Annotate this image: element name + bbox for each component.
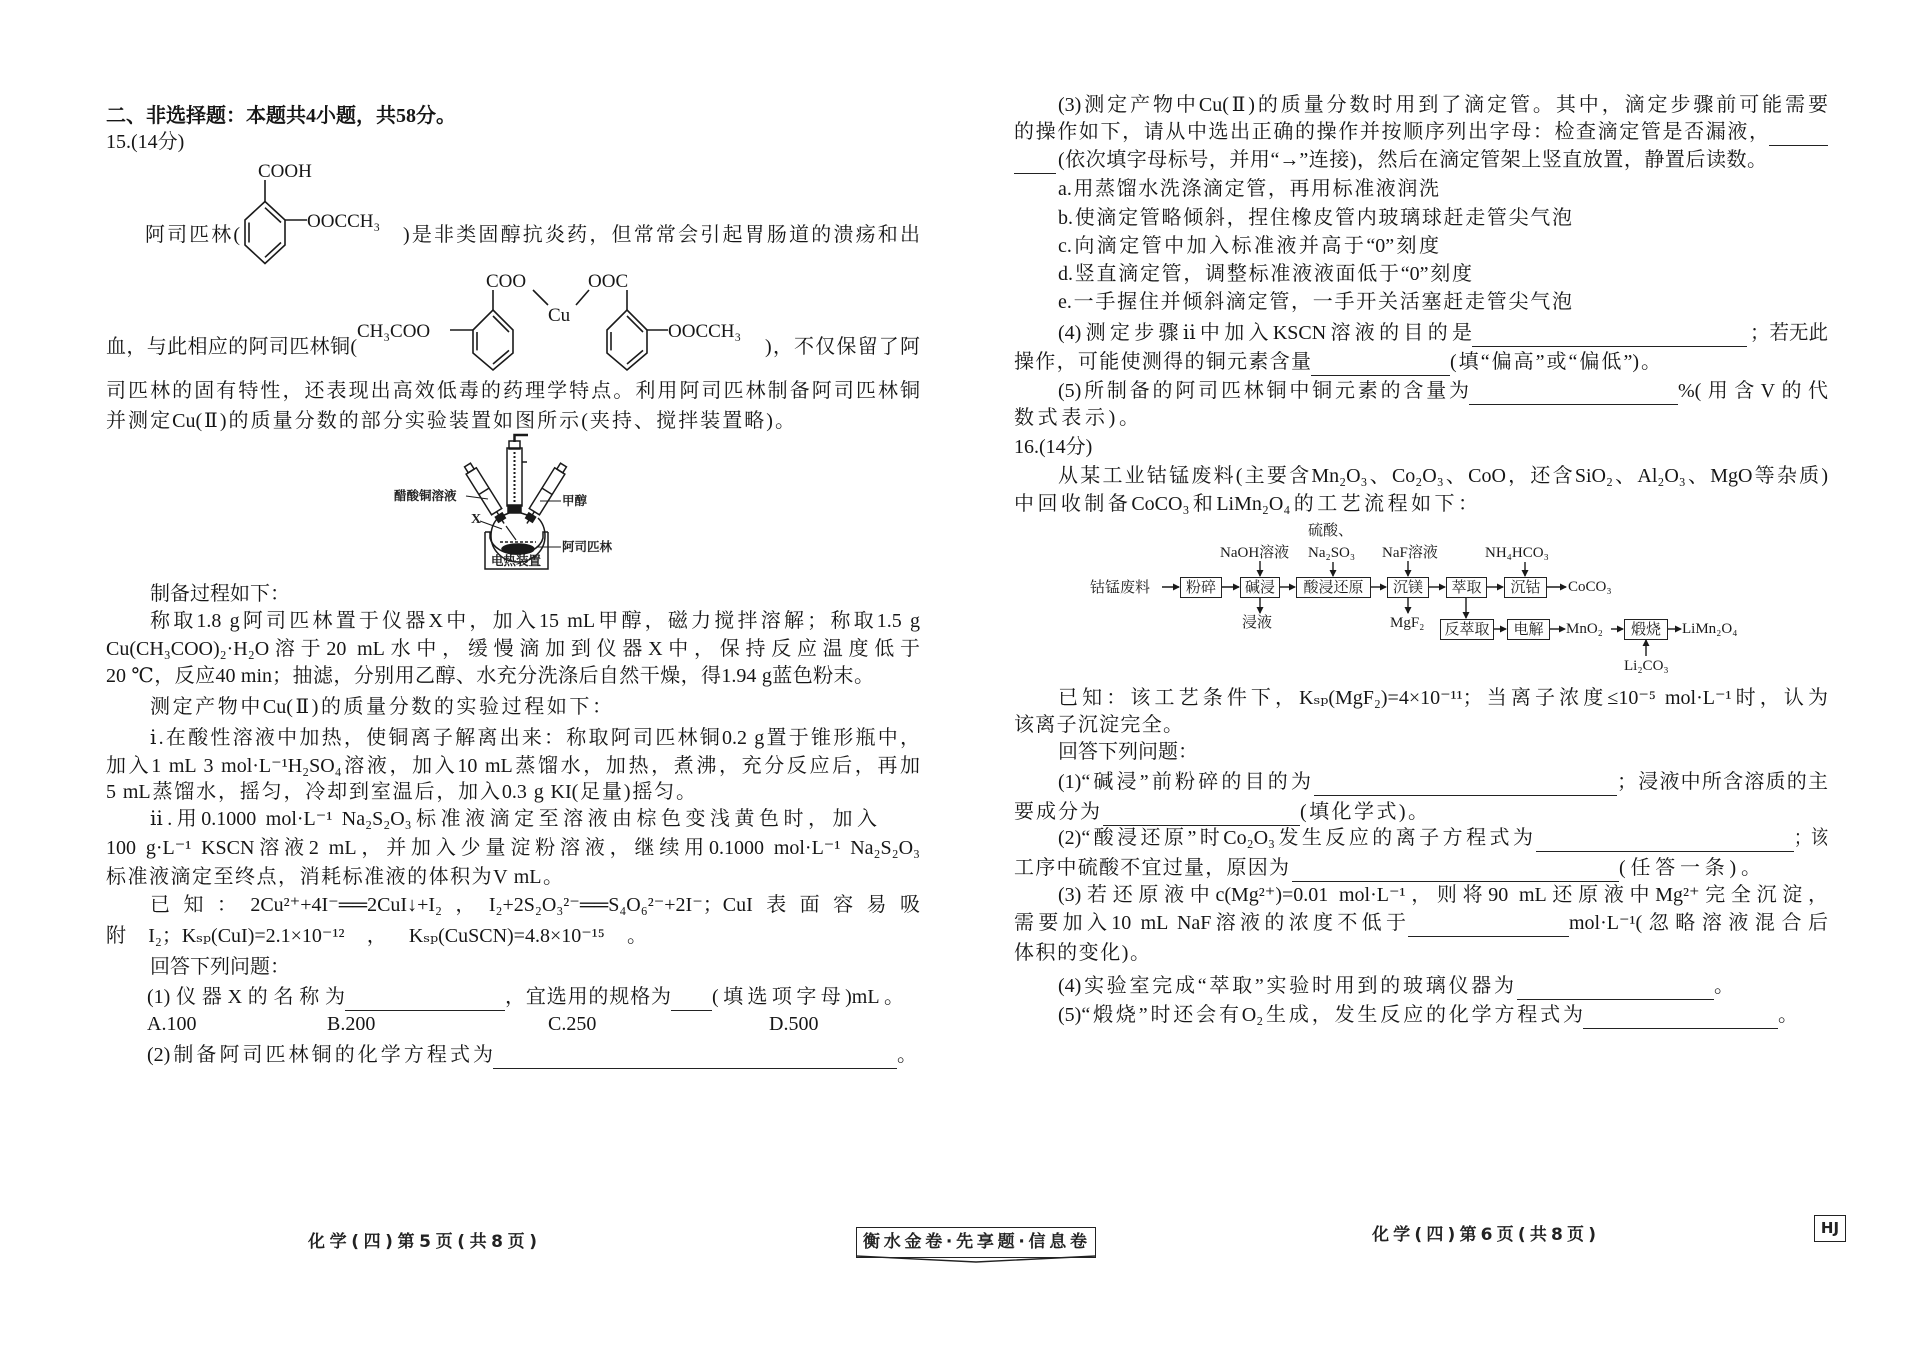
option-c: C.250 (548, 1013, 597, 1035)
step-ii-line: 标准液滴定至终点，消耗标准液的体积为V mL。 (106, 866, 563, 888)
answer-blank (671, 987, 712, 1011)
instrument-x-label: X (471, 512, 482, 527)
question-15-3-line (1014, 118, 1828, 146)
carboxyl-group-label: COOH (258, 161, 312, 182)
copper-acetate-solution-label: 醋酸铜溶液 (394, 488, 457, 503)
question-text: 工序中硫酸不宜过量，原因为 (1014, 857, 1289, 879)
intro-text: 并测定Cu(Ⅱ)的质量分数的部分实验装置如图所示(夹持、搅拌装置略)。 (106, 410, 795, 432)
condenser-icon (507, 435, 528, 513)
question-15-3-line (1014, 146, 1767, 174)
step-i-line: 加入1 mL 3 mol·L⁻¹H₂SO₄溶液，加入10 mL蒸馏水，加热，煮沸，充分反应后，再加 (106, 755, 920, 777)
aspirin-label: 阿司匹林 (562, 539, 613, 554)
question-text: (填选项字母)mL。 (712, 986, 904, 1008)
reagent-na2so3: Na₂SO₃ (1308, 545, 1356, 561)
question-15-5 (1058, 377, 1828, 405)
step-ii-line: ⅱ.用0.1000 mol·L⁻¹ Na₂S₂O₃标准液滴定至溶液由棕色变浅黄色时，加入 (150, 808, 877, 830)
answer-blank (1014, 150, 1056, 174)
step-i-line: ⅰ.在酸性溶液中加热，使铜离子解离出来：称取阿司匹林铜0.2 g置于锥形瓶中， (150, 727, 920, 749)
preparation-line: 20 ℃，反应40 min；抽滤，分别用乙醇、水充分洗涤后自然干燥，得1.94 g蓝色粉末。 (106, 665, 874, 687)
question-text: mol·L⁻¹(忽略溶液混合后 (1569, 912, 1828, 934)
preparation-line: Cu(CH₃COO)₂·H₂O溶于20 mL水中，缓慢滴加到仪器X中，保持反应温度低于 (106, 638, 920, 660)
question-16-2 (1058, 824, 1828, 852)
step-extraction: 萃取 (1446, 577, 1487, 598)
heater-label: 电热装置 (491, 553, 542, 568)
intro-text: 司匹林的固有特性，还表现出高效低毒的药理学特点。利用阿司匹林制备阿司匹林铜 (106, 380, 920, 402)
benzene-ring-icon (607, 290, 668, 370)
question-16-3 (1014, 909, 1828, 937)
question-16-3-line: 体积的变化)。 (1014, 942, 1150, 964)
question-text: (依次填字母标号，并用“→”连接)，然后在滴定管架上竖直放置，静置后读数。 (1058, 149, 1767, 171)
product-coco3: CoCO₃ (1568, 579, 1612, 595)
question-15-2 (147, 1041, 917, 1069)
preparation-line: 称取1.8 g阿司匹林置于仪器X中，加入15 mL甲醇，磁力搅拌溶解；称取1.5 g (150, 610, 920, 632)
choice-c: c.向滴定管中加入标准液并高于“0”刻度 (1058, 235, 1439, 257)
option-b: B.200 (327, 1013, 376, 1035)
right-page-number: 化学(四)第6页(共8页) (1372, 1225, 1596, 1245)
question-text: (5)“煅烧”时还会有O₂生成，发生反应的化学方程式为 (1058, 1004, 1583, 1026)
intro-text: )是非类固醇抗炎药，但常常会引起胃肠道的溃疡和出 (403, 224, 920, 246)
option-a: A.100 (147, 1013, 197, 1035)
known-info-line: 已知：2Cu²⁺+4I⁻══2CuI↓+I₂，I₂+2S₂O₃²⁻══S₄O₆²⁻+2I⁻；CuI表面容易吸 (150, 894, 920, 916)
intro-text: 阿司匹林( (145, 224, 240, 246)
left-page-number: 化学(四)第5页(共8页) (308, 1232, 537, 1252)
known-info-line: 该离子沉淀完全。 (1014, 714, 1183, 736)
reagent-naf: NaF溶液 (1382, 545, 1438, 561)
known-info-line: 附I₂；Kₛₚ(CuI)=2.1×10⁻¹²，Kₛₚ(CuSCN)=4.8×10⁻¹⁵。 (106, 925, 647, 947)
answer-blank (1103, 802, 1300, 826)
step-electrolysis: 电解 (1507, 619, 1550, 640)
question-16-2 (1014, 854, 1761, 882)
question-text: (4)测定步骤ⅱ中加入KSCN溶液的目的是 (1058, 322, 1472, 344)
reagent-sulfuric-acid: 硫酸、 (1308, 523, 1354, 539)
answer-blank (345, 987, 505, 1011)
product-limn2o4: LiMn₂O₄ (1682, 621, 1738, 637)
question-text: (填“偏高”或“偏低”)。 (1450, 351, 1661, 373)
question-text: (5)所制备的阿司匹林铜中铜元素的含量为 (1058, 380, 1469, 402)
question-15-4 (1014, 348, 1661, 376)
answer-blank (1311, 352, 1450, 376)
step-acid-leach-reduce: 酸浸还原 (1296, 577, 1371, 598)
preparation-title: 制备过程如下： (150, 583, 290, 605)
question-text: (4)实验室完成“萃取”实验时用到的玻璃仪器为 (1058, 975, 1514, 997)
answer-blank (1517, 976, 1714, 1000)
carboxylate-label: OOC (588, 271, 629, 292)
question-text: 。 (1778, 1004, 1798, 1026)
question-text: (1)“碱浸”前粉碎的目的为 (1058, 771, 1311, 793)
question-15-number: 15.(14分) (106, 131, 185, 153)
question-text: (2)制备阿司匹林铜的化学方程式为 (147, 1044, 493, 1066)
answer-blank (1469, 381, 1678, 405)
output-leachate: 浸液 (1242, 615, 1273, 631)
question-text: 数式表示)。 (1014, 407, 1139, 429)
publisher-banner-text: 衡水金卷·先享题·信息卷 (863, 1232, 1087, 1252)
experiment-apparatus-figure (390, 430, 640, 580)
reagent-naoh: NaOH溶液 (1220, 545, 1290, 561)
banner-notch-icon (856, 1255, 1096, 1263)
question-text: 操作，可能使测得的铜元素含量 (1014, 351, 1311, 373)
question-text: 。 (1714, 975, 1734, 997)
step-ii-line: 100 g·L⁻¹ KSCN溶液2 mL，并加入少量淀粉溶液，继续用0.1000 mol·L⁻¹ Na₂S₂O₃ (106, 837, 920, 859)
question-text: 。 (897, 1044, 917, 1066)
answer-blank (1583, 1005, 1778, 1029)
question-15-3-line: (3)测定产物中Cu(Ⅱ)的质量分数时用到了滴定管。其中，滴定步骤前可能需要 (1058, 94, 1828, 116)
corner-mark: HJ (1814, 1215, 1846, 1242)
question-16-5 (1058, 1001, 1798, 1029)
known-info-line: 已知：该工艺条件下，Kₛₚ(MgF₂)=4×10⁻¹¹；当离子浓度≤10⁻⁵ mol·L⁻¹时，认为 (1058, 687, 1828, 709)
question-text: ；该 (1794, 827, 1828, 849)
methanol-label: 甲醇 (562, 493, 588, 508)
intro-text: 从某工业钴锰废料(主要含Mn₂O₃、Co₂O₃、CoO，还含SiO₂、Al₂O₃、MgO等杂质) (1058, 465, 1828, 487)
question-16-3-line: (3)若还原液中c(Mg²⁺)=0.01 mol·L⁻¹，则将90 mL还原液中Mg²⁺完全沉淀， (1058, 884, 1828, 906)
question-text: ，宜选用的规格为 (505, 986, 671, 1008)
copper-label: Cu (548, 305, 571, 326)
question-text: 要成分为 (1014, 801, 1100, 823)
choice-d: d.竖直滴定管，调整标准液液面低于“0”刻度 (1058, 263, 1472, 285)
question-text: (填化学式)。 (1300, 801, 1428, 823)
question-text: (1)仪器X的名称为 (147, 986, 345, 1008)
step-crush: 粉碎 (1180, 577, 1222, 598)
intro-text: 中回收制备CoCO₃和LiMn₂O₄的工艺流程如下： (1014, 493, 1478, 515)
question-16-4 (1058, 972, 1734, 1000)
question-text: 需要加入10 mL NaF溶液的浓度不低于 (1014, 912, 1406, 934)
answer-blank (1292, 858, 1619, 882)
publisher-banner (856, 1227, 1096, 1258)
answer-blank (493, 1045, 897, 1069)
process-flowchart (1080, 520, 1800, 680)
intro-text: 血，与此相应的阿司匹林铜( (106, 336, 357, 358)
question-text: %(用含V的代 (1678, 380, 1828, 402)
aspirin-copper-structure (355, 265, 770, 377)
questions-title: 回答下列问题： (150, 956, 290, 978)
measurement-title: 测定产物中Cu(Ⅱ)的质量分数的实验过程如下： (150, 696, 612, 718)
step-calcination: 煅烧 (1624, 619, 1668, 640)
output-mgf2: MgF₂ (1390, 615, 1425, 631)
step-mg-precipitation: 沉镁 (1387, 577, 1429, 598)
answer-blank (1769, 122, 1828, 146)
questions-title: 回答下列问题： (1058, 741, 1198, 763)
answer-blank (1408, 913, 1569, 937)
option-d: D.500 (769, 1013, 819, 1035)
carboxylate-label: COO (486, 271, 527, 292)
flowchart-arrows (1080, 520, 1800, 680)
answer-blank (1472, 323, 1747, 347)
question-16-1 (1014, 798, 1428, 826)
step-i-line: 5 mL蒸馏水，摇匀，冷却到室温后，加入0.3 g KI(足量)摇匀。 (106, 781, 696, 803)
question-15-4 (1058, 319, 1828, 347)
benzene-ring-icon (450, 290, 589, 370)
question-text: ；若无此 (1750, 322, 1828, 344)
choice-a: a.用蒸馏水洗涤滴定管，再用标准液润洗 (1058, 178, 1439, 200)
question-text: 的操作如下，请从中选出正确的操作并按顺序列出字母：检查滴定管是否漏液， (1014, 121, 1769, 143)
question-text: (任答一条)。 (1619, 857, 1761, 879)
dropping-funnel-left-icon (462, 462, 509, 527)
acetoxy-group-label: OOCCH₃ (307, 211, 381, 232)
acetoxy-group-label: CH₃COO (357, 321, 431, 342)
question-text: ；浸液中所含溶质的主 (1617, 771, 1828, 793)
acetoxy-group-label: OOCCH₃ (668, 321, 742, 342)
answer-blank (1536, 828, 1794, 852)
reagent-li2co3: Li₂CO₃ (1624, 658, 1669, 674)
choice-e: e.一手握住并倾斜滴定管，一手开关活塞赶走管尖气泡 (1058, 291, 1572, 313)
question-16-1 (1058, 768, 1828, 796)
choice-b: b.使滴定管略倾斜，捏住橡皮管内玻璃球赶走管尖气泡 (1058, 207, 1572, 229)
step-co-precipitation: 沉钴 (1504, 577, 1547, 598)
reagent-nh4hco3: NH₄HCO₃ (1485, 545, 1549, 561)
question-text: (2)“酸浸还原”时Co₂O₃发生反应的离子方程式为 (1058, 827, 1533, 849)
intro-text: )，不仅保留了阿 (765, 336, 920, 358)
step-alkali-leach: 碱浸 (1240, 577, 1280, 598)
aspirin-structure (240, 155, 410, 275)
question-15-1 (147, 983, 904, 1011)
question-16-number: 16.(14分) (1014, 436, 1093, 458)
section-heading: 二、非选择题：本题共4小题，共58分。 (106, 105, 456, 127)
intermediate-mno2: MnO₂ (1566, 621, 1603, 637)
raw-material-label: 钴锰废料 (1090, 578, 1151, 596)
benzene-ring-icon (245, 180, 307, 264)
arrow-icon (1162, 561, 1681, 656)
answer-blank (1314, 772, 1617, 796)
step-back-extraction: 反萃取 (1440, 619, 1494, 640)
